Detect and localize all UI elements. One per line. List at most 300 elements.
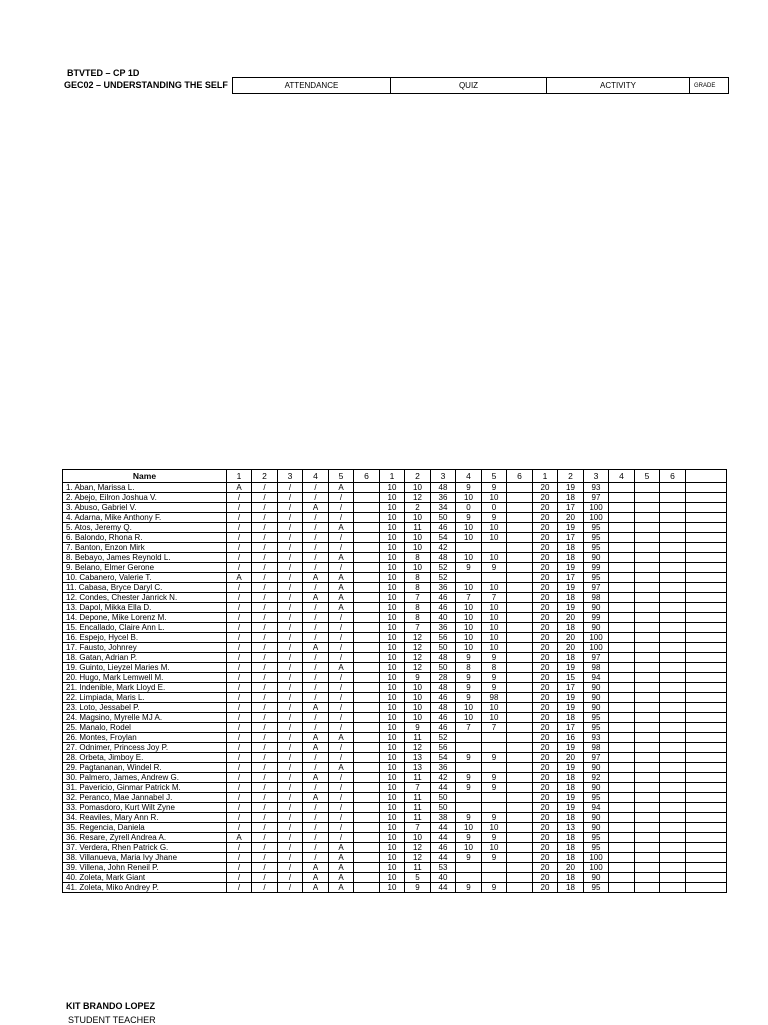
score-cell [354, 623, 380, 633]
score-cell [354, 613, 380, 623]
score-cell [686, 623, 727, 633]
score-cell: 98 [584, 743, 609, 753]
score-cell: / [252, 493, 278, 503]
score-cell [482, 543, 507, 553]
score-cell: 90 [584, 703, 609, 713]
score-cell: 97 [584, 493, 609, 503]
score-cell: / [252, 673, 278, 683]
score-cell: 10 [482, 713, 507, 723]
score-cell [686, 493, 727, 503]
score-cell [686, 773, 727, 783]
score-cell: 99 [584, 563, 609, 573]
score-cell: A [329, 733, 354, 743]
student-name: 26. Montes, Froylan [63, 733, 227, 743]
student-name: 41. Zoleta, Miko Andrey P. [63, 883, 227, 893]
score-cell: 52 [431, 733, 456, 743]
score-cell: 7 [405, 823, 431, 833]
score-cell: 90 [584, 763, 609, 773]
score-cell [660, 653, 686, 663]
score-cell: A [303, 573, 329, 583]
score-cell: 20 [558, 633, 584, 643]
score-cell [686, 783, 727, 793]
teacher-name: KIT BRANDO LOPEZ [66, 1001, 155, 1011]
score-cell: / [329, 613, 354, 623]
table-row [63, 703, 727, 713]
score-cell [507, 833, 533, 843]
score-cell: / [252, 623, 278, 633]
score-cell [354, 653, 380, 663]
score-cell: / [227, 713, 252, 723]
score-cell: / [252, 633, 278, 643]
score-cell [507, 723, 533, 733]
score-cell: / [252, 503, 278, 513]
score-cell: / [278, 653, 303, 663]
score-cell [482, 803, 507, 813]
score-cell: 48 [431, 683, 456, 693]
score-cell: 10 [482, 533, 507, 543]
table-row [63, 823, 727, 833]
score-cell [660, 803, 686, 813]
score-cell: / [227, 603, 252, 613]
score-cell: 50 [431, 793, 456, 803]
score-cell: 20 [533, 663, 558, 673]
score-cell: / [278, 863, 303, 873]
table-row [63, 763, 727, 773]
score-cell [660, 683, 686, 693]
column-header: 5 [482, 470, 507, 483]
score-cell: 12 [405, 643, 431, 653]
score-cell: 7 [456, 593, 482, 603]
column-header: 6 [660, 470, 686, 483]
score-cell [635, 603, 660, 613]
score-cell [635, 753, 660, 763]
score-cell [660, 833, 686, 843]
score-cell: 10 [456, 643, 482, 653]
student-name: 9. Belano, Elmer Gerone [63, 563, 227, 573]
score-cell [456, 733, 482, 743]
score-cell: / [227, 613, 252, 623]
score-cell: 0 [482, 503, 507, 513]
score-cell: 10 [456, 613, 482, 623]
score-cell: 48 [431, 653, 456, 663]
student-name: 13. Dapol, Mikka Ella D. [63, 603, 227, 613]
student-name: 40. Zoleta, Mark Giant [63, 873, 227, 883]
score-cell: / [252, 753, 278, 763]
score-cell: / [252, 733, 278, 743]
score-cell [660, 573, 686, 583]
score-cell [635, 533, 660, 543]
grade-table [62, 469, 727, 893]
score-cell [354, 783, 380, 793]
score-cell: 10 [380, 783, 405, 793]
score-cell: 8 [405, 603, 431, 613]
score-cell: 38 [431, 813, 456, 823]
score-cell: 10 [380, 723, 405, 733]
score-cell [660, 713, 686, 723]
score-cell: 9 [456, 563, 482, 573]
score-cell: / [278, 623, 303, 633]
score-cell: 42 [431, 773, 456, 783]
score-cell: 20 [558, 643, 584, 653]
score-cell [635, 873, 660, 883]
score-cell: / [303, 833, 329, 843]
score-cell [635, 493, 660, 503]
score-cell: 12 [405, 633, 431, 643]
score-cell: 18 [558, 593, 584, 603]
score-cell: 10 [380, 573, 405, 583]
score-cell: / [227, 563, 252, 573]
student-name: 18. Gatan, Adrian P. [63, 653, 227, 663]
score-cell: 98 [584, 663, 609, 673]
score-cell: / [227, 763, 252, 773]
score-cell: 34 [431, 503, 456, 513]
score-cell: 15 [558, 673, 584, 683]
score-cell: / [329, 833, 354, 843]
score-cell [354, 483, 380, 493]
score-cell [686, 573, 727, 583]
score-cell [609, 593, 635, 603]
score-cell: 10 [380, 803, 405, 813]
score-cell: A [303, 503, 329, 513]
score-cell [609, 703, 635, 713]
score-cell: / [227, 633, 252, 643]
score-cell [507, 813, 533, 823]
column-header: 1 [533, 470, 558, 483]
score-cell [354, 663, 380, 673]
score-cell: 95 [584, 883, 609, 893]
score-cell: 9 [482, 753, 507, 763]
score-cell: / [329, 713, 354, 723]
score-cell: / [278, 543, 303, 553]
score-cell: 12 [405, 853, 431, 863]
score-cell: / [252, 553, 278, 563]
score-cell: 9 [456, 513, 482, 523]
score-cell [609, 573, 635, 583]
score-cell [456, 743, 482, 753]
score-cell [354, 743, 380, 753]
score-cell: 100 [584, 863, 609, 873]
score-cell [635, 623, 660, 633]
score-cell [660, 823, 686, 833]
score-cell: 10 [380, 873, 405, 883]
score-cell [609, 763, 635, 773]
score-cell: 10 [380, 493, 405, 503]
score-cell: / [278, 733, 303, 743]
score-cell: / [227, 553, 252, 563]
score-cell: / [252, 723, 278, 733]
score-cell: / [227, 523, 252, 533]
score-cell: / [278, 643, 303, 653]
score-cell: 10 [405, 683, 431, 693]
score-cell [354, 823, 380, 833]
table-row [63, 623, 727, 633]
score-cell: A [329, 583, 354, 593]
score-cell [660, 523, 686, 533]
score-cell: 19 [558, 563, 584, 573]
score-cell: 46 [431, 843, 456, 853]
score-cell: / [252, 643, 278, 653]
score-cell: / [278, 883, 303, 893]
score-cell: 9 [405, 673, 431, 683]
score-cell: A [329, 553, 354, 563]
score-cell [635, 673, 660, 683]
score-cell [660, 603, 686, 613]
score-cell: 10 [380, 793, 405, 803]
score-cell [635, 513, 660, 523]
score-cell: / [303, 603, 329, 613]
score-cell [354, 573, 380, 583]
score-cell: / [303, 523, 329, 533]
table-row [63, 653, 727, 663]
score-cell [686, 693, 727, 703]
student-name: 11. Cabasa, Bryce Daryl C. [63, 583, 227, 593]
score-cell [354, 853, 380, 863]
score-cell: / [278, 513, 303, 523]
score-cell [507, 873, 533, 883]
score-cell [686, 753, 727, 763]
score-cell: 20 [533, 543, 558, 553]
score-cell: 90 [584, 553, 609, 563]
score-cell [660, 703, 686, 713]
score-cell [609, 563, 635, 573]
score-cell: / [329, 673, 354, 683]
score-cell [507, 483, 533, 493]
score-cell: 90 [584, 603, 609, 613]
score-cell: / [278, 633, 303, 643]
score-cell [354, 683, 380, 693]
score-cell: / [303, 483, 329, 493]
course-section: BTVTED – CP 1D [67, 68, 140, 78]
score-cell [660, 623, 686, 633]
score-cell: 2 [405, 503, 431, 513]
score-cell [507, 493, 533, 503]
student-name: 27. Odnimer, Princess Joy P. [63, 743, 227, 753]
score-cell [354, 763, 380, 773]
score-cell [507, 733, 533, 743]
score-cell: 10 [380, 603, 405, 613]
table-row [63, 533, 727, 543]
score-cell: 10 [456, 823, 482, 833]
score-cell: A [227, 833, 252, 843]
score-cell [507, 663, 533, 673]
table-row [63, 673, 727, 683]
score-cell: A [329, 843, 354, 853]
score-cell [686, 553, 727, 563]
table-row [63, 783, 727, 793]
score-cell [686, 723, 727, 733]
score-cell [635, 643, 660, 653]
score-cell [609, 813, 635, 823]
score-cell [660, 813, 686, 823]
score-cell: 11 [405, 803, 431, 813]
score-cell: 10 [380, 553, 405, 563]
score-cell: / [303, 783, 329, 793]
score-cell: 5 [405, 873, 431, 883]
score-cell [635, 523, 660, 533]
score-cell [686, 813, 727, 823]
score-cell: 12 [405, 493, 431, 503]
score-cell [609, 493, 635, 503]
score-cell: / [278, 693, 303, 703]
score-cell: / [303, 493, 329, 503]
score-cell: 20 [533, 773, 558, 783]
score-cell: 20 [533, 743, 558, 753]
score-cell: 9 [482, 683, 507, 693]
score-cell [635, 743, 660, 753]
score-cell: / [303, 663, 329, 673]
score-cell: 9 [482, 653, 507, 663]
score-cell [660, 543, 686, 553]
score-cell: 9 [456, 483, 482, 493]
score-cell: / [329, 513, 354, 523]
student-name: 5. Atos, Jeremy Q. [63, 523, 227, 533]
score-cell: 17 [558, 533, 584, 543]
score-cell: 36 [431, 763, 456, 773]
score-cell: / [252, 793, 278, 803]
score-cell: 11 [405, 733, 431, 743]
score-cell [507, 753, 533, 763]
score-cell: 17 [558, 683, 584, 693]
score-cell: 13 [558, 823, 584, 833]
score-cell: 10 [482, 603, 507, 613]
score-cell: 48 [431, 703, 456, 713]
score-cell: 100 [584, 503, 609, 513]
score-cell: / [329, 683, 354, 693]
score-cell [686, 543, 727, 553]
score-cell: 10 [380, 693, 405, 703]
score-cell: A [303, 733, 329, 743]
score-cell [354, 693, 380, 703]
score-cell [635, 853, 660, 863]
score-cell [354, 563, 380, 573]
score-cell: / [303, 693, 329, 703]
score-cell: A [329, 853, 354, 863]
score-cell: 10 [456, 703, 482, 713]
score-cell: / [278, 753, 303, 763]
score-cell: 10 [380, 653, 405, 663]
score-cell: A [303, 593, 329, 603]
score-cell: 93 [584, 733, 609, 743]
score-cell: 10 [405, 833, 431, 843]
score-cell: 18 [558, 623, 584, 633]
score-cell: 17 [558, 573, 584, 583]
score-cell: 9 [456, 653, 482, 663]
score-cell [354, 543, 380, 553]
score-cell: 18 [558, 653, 584, 663]
student-name: 8. Bebayo, James Reynold L. [63, 553, 227, 563]
score-cell: 48 [431, 483, 456, 493]
score-cell [609, 553, 635, 563]
score-cell: / [303, 613, 329, 623]
score-cell [507, 513, 533, 523]
score-cell [635, 583, 660, 593]
score-cell: 12 [405, 743, 431, 753]
score-cell [660, 753, 686, 763]
score-cell [686, 713, 727, 723]
score-cell [507, 673, 533, 683]
score-cell: 50 [431, 663, 456, 673]
score-cell [354, 553, 380, 563]
score-cell [354, 813, 380, 823]
score-cell: 90 [584, 873, 609, 883]
score-cell: / [227, 743, 252, 753]
table-row [63, 723, 727, 733]
score-cell: 10 [380, 593, 405, 603]
score-cell: / [303, 723, 329, 733]
column-header: 1 [227, 470, 252, 483]
score-cell: / [227, 643, 252, 653]
score-cell: A [329, 873, 354, 883]
column-header: 1 [380, 470, 405, 483]
score-cell: 20 [533, 733, 558, 743]
score-cell: 20 [533, 843, 558, 853]
score-cell: / [252, 773, 278, 783]
score-cell: / [303, 853, 329, 863]
score-cell: / [303, 753, 329, 763]
score-cell [354, 713, 380, 723]
score-cell [456, 793, 482, 803]
score-cell: 36 [431, 623, 456, 633]
score-cell [635, 823, 660, 833]
score-cell: 20 [533, 693, 558, 703]
score-cell: A [303, 643, 329, 653]
score-cell [354, 833, 380, 843]
student-name: 39. Villena, John Reneil P. [63, 863, 227, 873]
score-cell: / [252, 813, 278, 823]
score-cell [354, 843, 380, 853]
score-cell [660, 593, 686, 603]
score-cell [635, 793, 660, 803]
column-header: 4 [303, 470, 329, 483]
score-cell: 20 [533, 683, 558, 693]
score-cell [609, 683, 635, 693]
score-cell: / [303, 673, 329, 683]
score-cell [456, 873, 482, 883]
score-cell: 10 [482, 643, 507, 653]
score-cell: 13 [405, 763, 431, 773]
score-cell: 9 [456, 673, 482, 683]
score-cell: 9 [456, 753, 482, 763]
score-cell: / [303, 653, 329, 663]
score-cell [507, 653, 533, 663]
score-cell: / [278, 563, 303, 573]
score-cell [482, 573, 507, 583]
score-cell: 10 [482, 553, 507, 563]
score-cell: 11 [405, 863, 431, 873]
table-row [63, 613, 727, 623]
score-cell: / [278, 793, 303, 803]
score-cell: 10 [380, 773, 405, 783]
score-cell: 10 [405, 713, 431, 723]
score-cell: 20 [533, 723, 558, 733]
score-cell: 10 [380, 763, 405, 773]
score-cell: 19 [558, 703, 584, 713]
student-name: 35. Regencia, Daniela [63, 823, 227, 833]
column-header: 5 [635, 470, 660, 483]
score-cell [456, 763, 482, 773]
score-cell: / [252, 603, 278, 613]
score-cell: 36 [431, 493, 456, 503]
score-cell: / [227, 863, 252, 873]
table-row [63, 843, 727, 853]
score-cell [635, 633, 660, 643]
score-cell: 97 [584, 653, 609, 663]
score-cell: / [329, 493, 354, 503]
score-cell: / [252, 783, 278, 793]
score-cell: 9 [456, 853, 482, 863]
student-name: 15. Encallado, Claire Ann L. [63, 623, 227, 633]
score-cell: 10 [456, 843, 482, 853]
